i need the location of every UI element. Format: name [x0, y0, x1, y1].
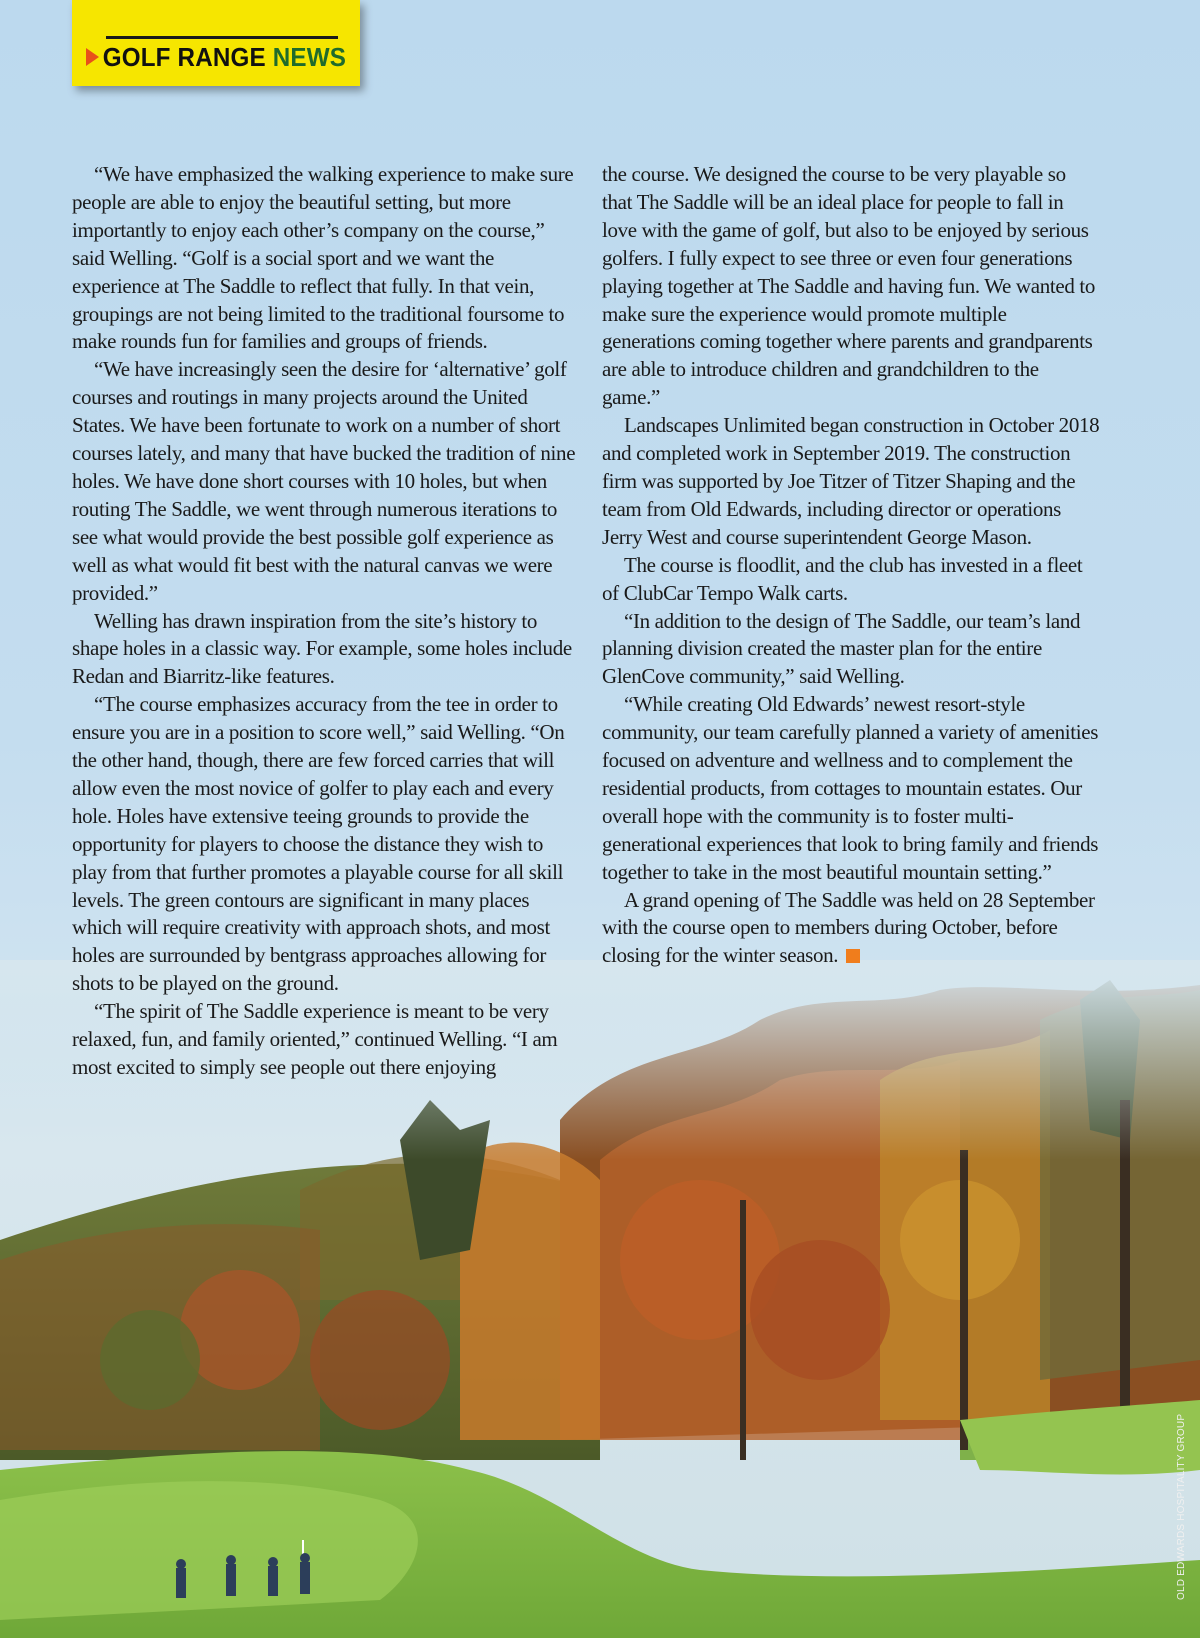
article-column-left [72, 161, 580, 1082]
paragraph: Welling has drawn inspiration from the site’s history to shape holes in a classic way. For example, some holes include Redan and Biarritz-like features. [72, 608, 572, 689]
article-column-right [602, 161, 1100, 970]
paragraph: the course. We designed the course to be very playable so that The Saddle will be an ideal place for people to fall in love with the game of golf, but also to be enjoyed by serious golfers. I fully expect to see three or even four generations playing together at The Saddle and having fun. We wanted to make sure the experience would promote multiple generations coming together where parents and grandparents are able to introduce children and grandchildren to the game.” [602, 162, 1095, 410]
paragraph: Landscapes Unlimited began construction in October 2018 and completed work in September 2019. The construction firm was supported by Joe Titzer of Titzer Shaping and the team from Old Edwards, including director or operations Jerry West and course superintendent George Mason. [602, 413, 1100, 549]
end-of-article-mark [846, 949, 860, 963]
paragraph-final [602, 887, 1100, 971]
section-masthead [72, 0, 360, 86]
paragraph: “We have increasingly seen the desire for ‘alternative’ golf courses and routings in many projects around the United States. We have been fortunate to work on a number of short courses lately, and many that have bucked the tradition of nine holes. We have done short courses with 10 holes, but when routing The Saddle, we went through numerous iterations to see what would provide the best possible golf experience as well as what would fit best with the natural canvas we were provided.” [72, 357, 576, 605]
paragraph: “In addition to the design of The Saddle, our team’s land planning division created the master plan for the entire GlenCove community,” said Welling. [602, 608, 1081, 689]
photo-credit: OLD EDWARDS HOSPITALITY GROUP [1176, 1413, 1187, 1600]
paragraph: “We have emphasized the walking experience to make sure people are able to enjoy the beautiful setting, but more importantly to enjoy each other’s company on the course,” said Welling. “Golf is a social sport and we want the experience at The Saddle to reflect that fully. In that vein, groupings are not being limited to the traditional foursome to make rounds fun for families and groups of friends. [72, 162, 574, 354]
paragraph: “While creating Old Edwards’ newest resort-style community, our team carefully planned a variety of amenities focused on adventure and wellness and to complement the residential products, from cottages to mountain estates. Our overall hope with the community is to foster multi-generational experiences that look to bring family and friends together to take in the most beautiful mountain setting.” [602, 692, 1099, 884]
paragraph: “The course emphasizes accuracy from the tee in order to ensure you are in a position to score well,” said Welling. “On the other hand, though, there are few forced carries that will allow even the most novice of golfer to play each and every hole. Holes have extensive teeing grounds to provide the opportunity for players to choose the distance they wish to play from that further promotes a playable course for all skill levels. The green contours are significant in many places which will require creativity with approach shots, and most holes are surrounded by bentgrass approaches allowing for shots to be played on the ground. [72, 692, 565, 996]
paragraph: The course is floodlit, and the club has invested in a fleet of ClubCar Tempo Walk carts. [602, 552, 1083, 605]
paragraph: “The spirit of The Saddle experience is meant to be very relaxed, fun, and family oriented,” continued Welling. “I am most excited to simply see people out there enjoying [72, 999, 558, 1079]
section-title [86, 42, 346, 73]
section-title-news: NEWS [272, 42, 347, 72]
play-arrow-icon [86, 48, 99, 66]
section-title-golf-range: GOLF RANGE [102, 42, 266, 72]
masthead-rule [106, 36, 338, 39]
paragraph-final-text: A grand opening of The Saddle was held on 28 September with the course open to members during October, before closing for the winter season. [602, 887, 1095, 968]
